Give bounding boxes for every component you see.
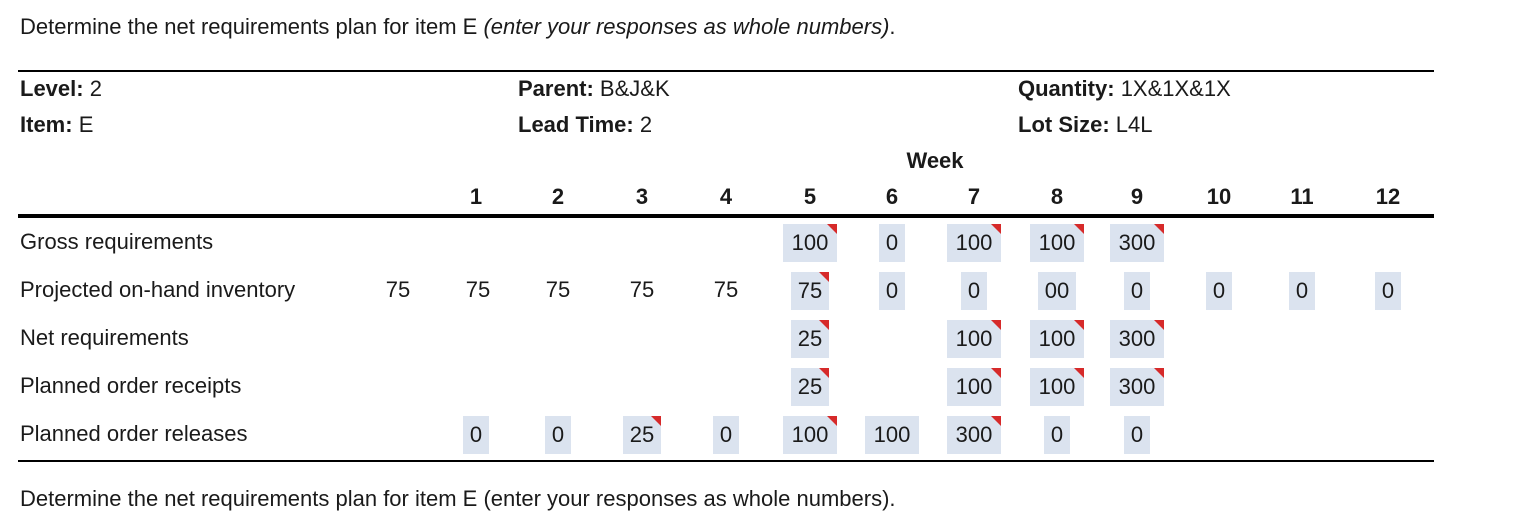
lot-size-field <box>1018 112 1153 138</box>
net-input-week-8[interactable] <box>1030 320 1084 358</box>
receipts-input-value-week-8: 100 <box>1038 374 1076 399</box>
row-label-onhand: Projected on-hand inventory <box>20 277 296 302</box>
parent-field <box>518 76 670 102</box>
releases-input-value-week-4: 0 <box>719 422 733 447</box>
net-input-value-week-7: 100 <box>955 326 993 351</box>
onhand-week-2: 75 <box>545 277 571 302</box>
quantity-value: 1X&1X&1X <box>1120 76 1231 101</box>
receipts-input-week-9[interactable] <box>1110 368 1164 406</box>
week-header-6: 6 <box>885 184 899 209</box>
row-label-net: Net requirements <box>20 325 189 350</box>
instruction-italic: (enter your responses as whole numbers) <box>483 14 890 39</box>
onhand-week-4: 75 <box>713 277 739 302</box>
instruction-prefix: Determine the net requirements plan for item E <box>20 14 484 39</box>
receipts-input-value-week-7: 100 <box>955 374 993 399</box>
onhand-input-week-10[interactable] <box>1206 272 1232 310</box>
onhand-input-week-11[interactable] <box>1289 272 1315 310</box>
releases-input-week-2[interactable] <box>545 416 571 454</box>
releases-input-week-1[interactable] <box>463 416 489 454</box>
row-label-receipts: Planned order receipts <box>20 373 242 398</box>
level-field <box>20 76 102 102</box>
bottom-rule <box>18 460 1434 462</box>
incorrect-marker-icon <box>1074 368 1084 378</box>
net-input-week-9[interactable] <box>1110 320 1164 358</box>
week-header-7: 7 <box>967 184 981 209</box>
gross-input-week-6[interactable] <box>879 224 905 262</box>
week-header-5: 5 <box>803 184 817 209</box>
net-input-value-week-5: 25 <box>797 326 823 351</box>
lead-time-field <box>518 112 652 138</box>
header-rule <box>18 214 1434 218</box>
lot-size-label: Lot Size: <box>1018 112 1110 137</box>
instruction-text <box>20 14 896 40</box>
incorrect-marker-icon <box>1074 224 1084 234</box>
releases-input-week-6[interactable] <box>865 416 919 454</box>
item-label: Item: <box>20 112 73 137</box>
quantity-field <box>1018 76 1231 102</box>
week-header-10: 10 <box>1206 184 1232 209</box>
onhand-input-week-12[interactable] <box>1375 272 1401 310</box>
onhand-input-week-7[interactable] <box>961 272 987 310</box>
onhand-input-week-5[interactable] <box>791 272 829 310</box>
incorrect-marker-icon <box>991 320 1001 330</box>
item-field <box>20 112 93 138</box>
gross-input-week-8[interactable] <box>1030 224 1084 262</box>
releases-input-week-7[interactable] <box>947 416 1001 454</box>
receipts-input-week-8[interactable] <box>1030 368 1084 406</box>
top-rule <box>18 70 1434 72</box>
week-header-2: 2 <box>551 184 565 209</box>
incorrect-marker-icon <box>1074 320 1084 330</box>
releases-input-week-4[interactable] <box>713 416 739 454</box>
onhand-week-1: 75 <box>465 277 491 302</box>
incorrect-marker-icon <box>991 416 1001 426</box>
week-header-11: 11 <box>1290 184 1314 209</box>
gross-input-value-week-8: 100 <box>1038 230 1076 255</box>
level-value: 2 <box>89 76 102 101</box>
parent-label: Parent: <box>518 76 594 101</box>
gross-input-week-7[interactable] <box>947 224 1001 262</box>
onhand-input-value-week-9: 0 <box>1130 278 1144 303</box>
gross-input-week-5[interactable] <box>783 224 837 262</box>
receipts-input-week-5[interactable] <box>791 368 829 406</box>
level-label: Level: <box>20 76 84 101</box>
parent-value: B&J&K <box>599 76 670 101</box>
releases-input-value-week-9: 0 <box>1130 422 1144 447</box>
incorrect-marker-icon <box>1154 224 1164 234</box>
row-label-releases: Planned order releases <box>20 421 248 446</box>
incorrect-marker-icon <box>827 224 837 234</box>
releases-input-value-week-8: 0 <box>1050 422 1064 447</box>
item-value: E <box>78 112 94 137</box>
onhand-input-week-6[interactable] <box>879 272 905 310</box>
week-header-4: 4 <box>719 184 733 209</box>
onhand-input-value-week-8: 00 <box>1044 278 1070 303</box>
receipts-input-value-week-5: 25 <box>797 374 823 399</box>
onhand-initial: 75 <box>385 277 411 302</box>
incorrect-marker-icon <box>991 224 1001 234</box>
releases-input-value-week-5: 100 <box>791 422 829 447</box>
week-header-9: 9 <box>1130 184 1144 209</box>
incorrect-marker-icon <box>1154 368 1164 378</box>
gross-input-value-week-7: 100 <box>955 230 993 255</box>
lead-time-label: Lead Time: <box>518 112 634 137</box>
lot-size-value: L4L <box>1115 112 1153 137</box>
onhand-input-value-week-5: 75 <box>797 278 823 303</box>
week-header-1: 1 <box>469 184 483 209</box>
gross-input-value-week-9: 300 <box>1118 230 1156 255</box>
instruction-suffix: . <box>889 14 896 39</box>
releases-input-week-3[interactable] <box>623 416 661 454</box>
releases-input-week-5[interactable] <box>783 416 837 454</box>
releases-input-value-week-7: 300 <box>955 422 993 447</box>
net-input-value-week-9: 300 <box>1118 326 1156 351</box>
incorrect-marker-icon <box>991 368 1001 378</box>
row-label-gross: Gross requirements <box>20 229 214 254</box>
week-header-8: 8 <box>1050 184 1064 209</box>
week-header-3: 3 <box>635 184 649 209</box>
next-instruction-text: Determine the net requirements plan for item E (enter your responses as whole numbers). <box>20 486 896 511</box>
incorrect-marker-icon <box>651 416 661 426</box>
onhand-input-value-week-7: 0 <box>967 278 981 303</box>
onhand-input-week-8[interactable] <box>1038 272 1076 310</box>
incorrect-marker-icon <box>1154 320 1164 330</box>
onhand-week-3: 75 <box>629 277 655 302</box>
releases-input-value-week-3: 25 <box>629 422 655 447</box>
releases-input-week-9[interactable] <box>1124 416 1150 454</box>
onhand-input-value-week-6: 0 <box>885 278 899 303</box>
gross-input-value-week-5: 100 <box>791 230 829 255</box>
onhand-input-value-week-12: 0 <box>1381 278 1395 303</box>
incorrect-marker-icon <box>819 272 829 282</box>
net-input-week-7[interactable] <box>947 320 1001 358</box>
onhand-input-value-week-11: 0 <box>1295 278 1309 303</box>
incorrect-marker-icon <box>827 416 837 426</box>
gross-input-week-9[interactable] <box>1110 224 1164 262</box>
receipts-input-week-7[interactable] <box>947 368 1001 406</box>
quantity-label: Quantity: <box>1018 76 1115 101</box>
onhand-input-week-9[interactable] <box>1124 272 1150 310</box>
net-input-value-week-8: 100 <box>1038 326 1076 351</box>
releases-input-week-8[interactable] <box>1044 416 1070 454</box>
incorrect-marker-icon <box>819 368 829 378</box>
lead-time-value: 2 <box>639 112 653 137</box>
onhand-input-value-week-10: 0 <box>1212 278 1226 303</box>
incorrect-marker-icon <box>819 320 829 330</box>
releases-input-value-week-1: 0 <box>469 422 483 447</box>
net-input-week-5[interactable] <box>791 320 829 358</box>
releases-input-value-week-2: 0 <box>551 422 565 447</box>
releases-input-value-week-6: 100 <box>873 422 911 447</box>
week-heading: Week <box>906 148 964 173</box>
gross-input-value-week-6: 0 <box>885 230 899 255</box>
week-header-12: 12 <box>1375 184 1401 209</box>
receipts-input-value-week-9: 300 <box>1118 374 1156 399</box>
